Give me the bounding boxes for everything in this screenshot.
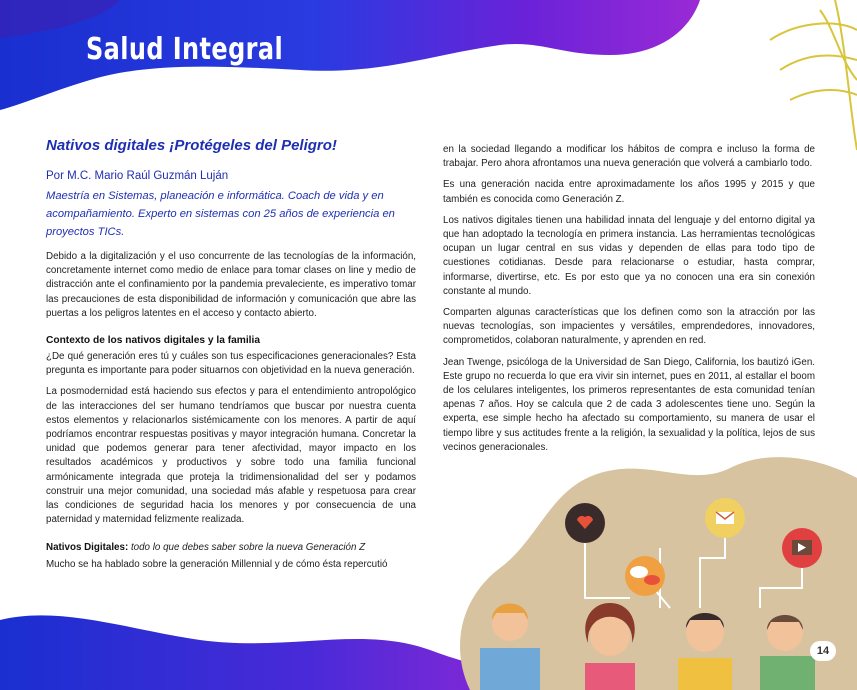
paragraph: Es una generación nacida entre aproximadamente los años 1995 y 2015 y que también es conocida como Generación Z.: [443, 179, 815, 205]
page-number: 14: [810, 641, 836, 661]
paragraph: Los nativos digitales tienen una habilidad innata del lenguaje y del entorno digital ya que han adoptado la tecnología en primera instancia. Las herramientas tecnológicas ocupan un lugar central en sus vidas y dependen de ellas para todo tipo de cuestiones cotidianas. Desde para relacionarse o estudiar, hasta comprar, informarse, divertirse, etc. Es por esto que ya no conocen una era sin conexión constante al mundo.: [443, 214, 815, 297]
paragraph: Jean Twenge, psicóloga de la Universidad de San Diego, California, los bautizó iGen. Este grupo no recuerda lo que era vivir sin internet, pues en 2011, al estallar el boom de los celulares inteligentes, los primeros representantes de esta comunidad tenían apenas 7 años. Hoy se calcula que 2 de cada 3 adolescentes tiene uno. Según la experta, ese simple hecho ha afectado su comportamiento, su manera de usar el tiempo libre y sus actitudes frente a la religión, la sexualidad y la política, lejos de sus vecinos generacionales.: [443, 356, 815, 453]
author-bio: Maestría en Sistemas, planeación e informática. Coach de vida y en acompañamiento. Experto en sistemas con 25 años de experiencia en proyectos TICs.: [46, 190, 395, 238]
chat-bubbles-icon: [625, 556, 665, 596]
heart-headphones-icon: [565, 503, 605, 543]
author-name: Por M.C. Mario Raúl Guzmán Luján: [46, 170, 229, 182]
paragraph: La posmodernidad está haciendo sus efectos y para el entendimiento antropológico de las interacciones del ser humano tendríamos que buscar por nuestra cuenta estos elementos y relacionarlos sistémicamente con los menores. A partir de aquí podríamos encontrar respuestas positivas y mayor integración humana. Concretar la unidad que podemos generar para tener afectividad, mayor impacto en los resultados académicos y productivos y sobre todo una familia funcional armónicamente integrada que proteja la tridimensionalidad del ser y podamos construir una mejor comunidad, una sociedad más afable y respetuosa para crear las condiciones de seguridad hacia los menores y por consecuencia de una paternidad y maternidad felizmente realizada.: [46, 386, 416, 526]
intro-paragraph: Debido a la digitalización y el uso concurrente de las tecnologías de la información, concretamente internet como medio de enlace para tomar clases on line y medio de distracción ante el confinamiento por la pandemia prevaleciente, es imperativo tomar las precauciones de esta disponibilidad de información y comunicación que abre las puertas a los peligros latentes en el acceso y contacto abierto.: [46, 251, 416, 319]
paragraph: Comparten algunas características que los definen como son la atracción por las nuevas tecnologías, son impacientes y versátiles, emprendedores, innovadores, comprometidos, colaboran naturalmente, y aprenden en red.: [443, 307, 815, 347]
left-column: [46, 250, 416, 572]
paragraph: en la sociedad llegando a modificar los hábitos de compra e incluso la forma de trabajar. Pero ahora afrontamos una nueva generación que volverá a cambiarlo todo.: [443, 144, 815, 170]
article-title: Nativos digitales ¡Protégeles del Peligro!: [46, 137, 337, 154]
subheading-italic: todo lo que debes saber sobre la nueva Generación Z: [128, 542, 366, 554]
video-icon: [782, 528, 822, 568]
illustration-kids-technology: [440, 448, 857, 690]
mail-icon: [705, 498, 745, 538]
section-title: Salud Integral: [86, 32, 284, 67]
paragraph: ¿De qué generación eres tú y cuáles son tus especificaciones generacionales? Esta pregunta es importante para poder situarnos con objetividad en la nueva generación.: [46, 351, 416, 377]
paragraph: Mucho se ha hablado sobre la generación Millennial y de cómo ésta repercutió: [46, 558, 388, 570]
subheading-nativos: [46, 541, 416, 555]
subheading-bold: Nativos Digitales:: [46, 542, 129, 554]
right-column: [443, 143, 815, 455]
subheading-context: Contexto de los nativos digitales y la familia: [46, 335, 260, 347]
